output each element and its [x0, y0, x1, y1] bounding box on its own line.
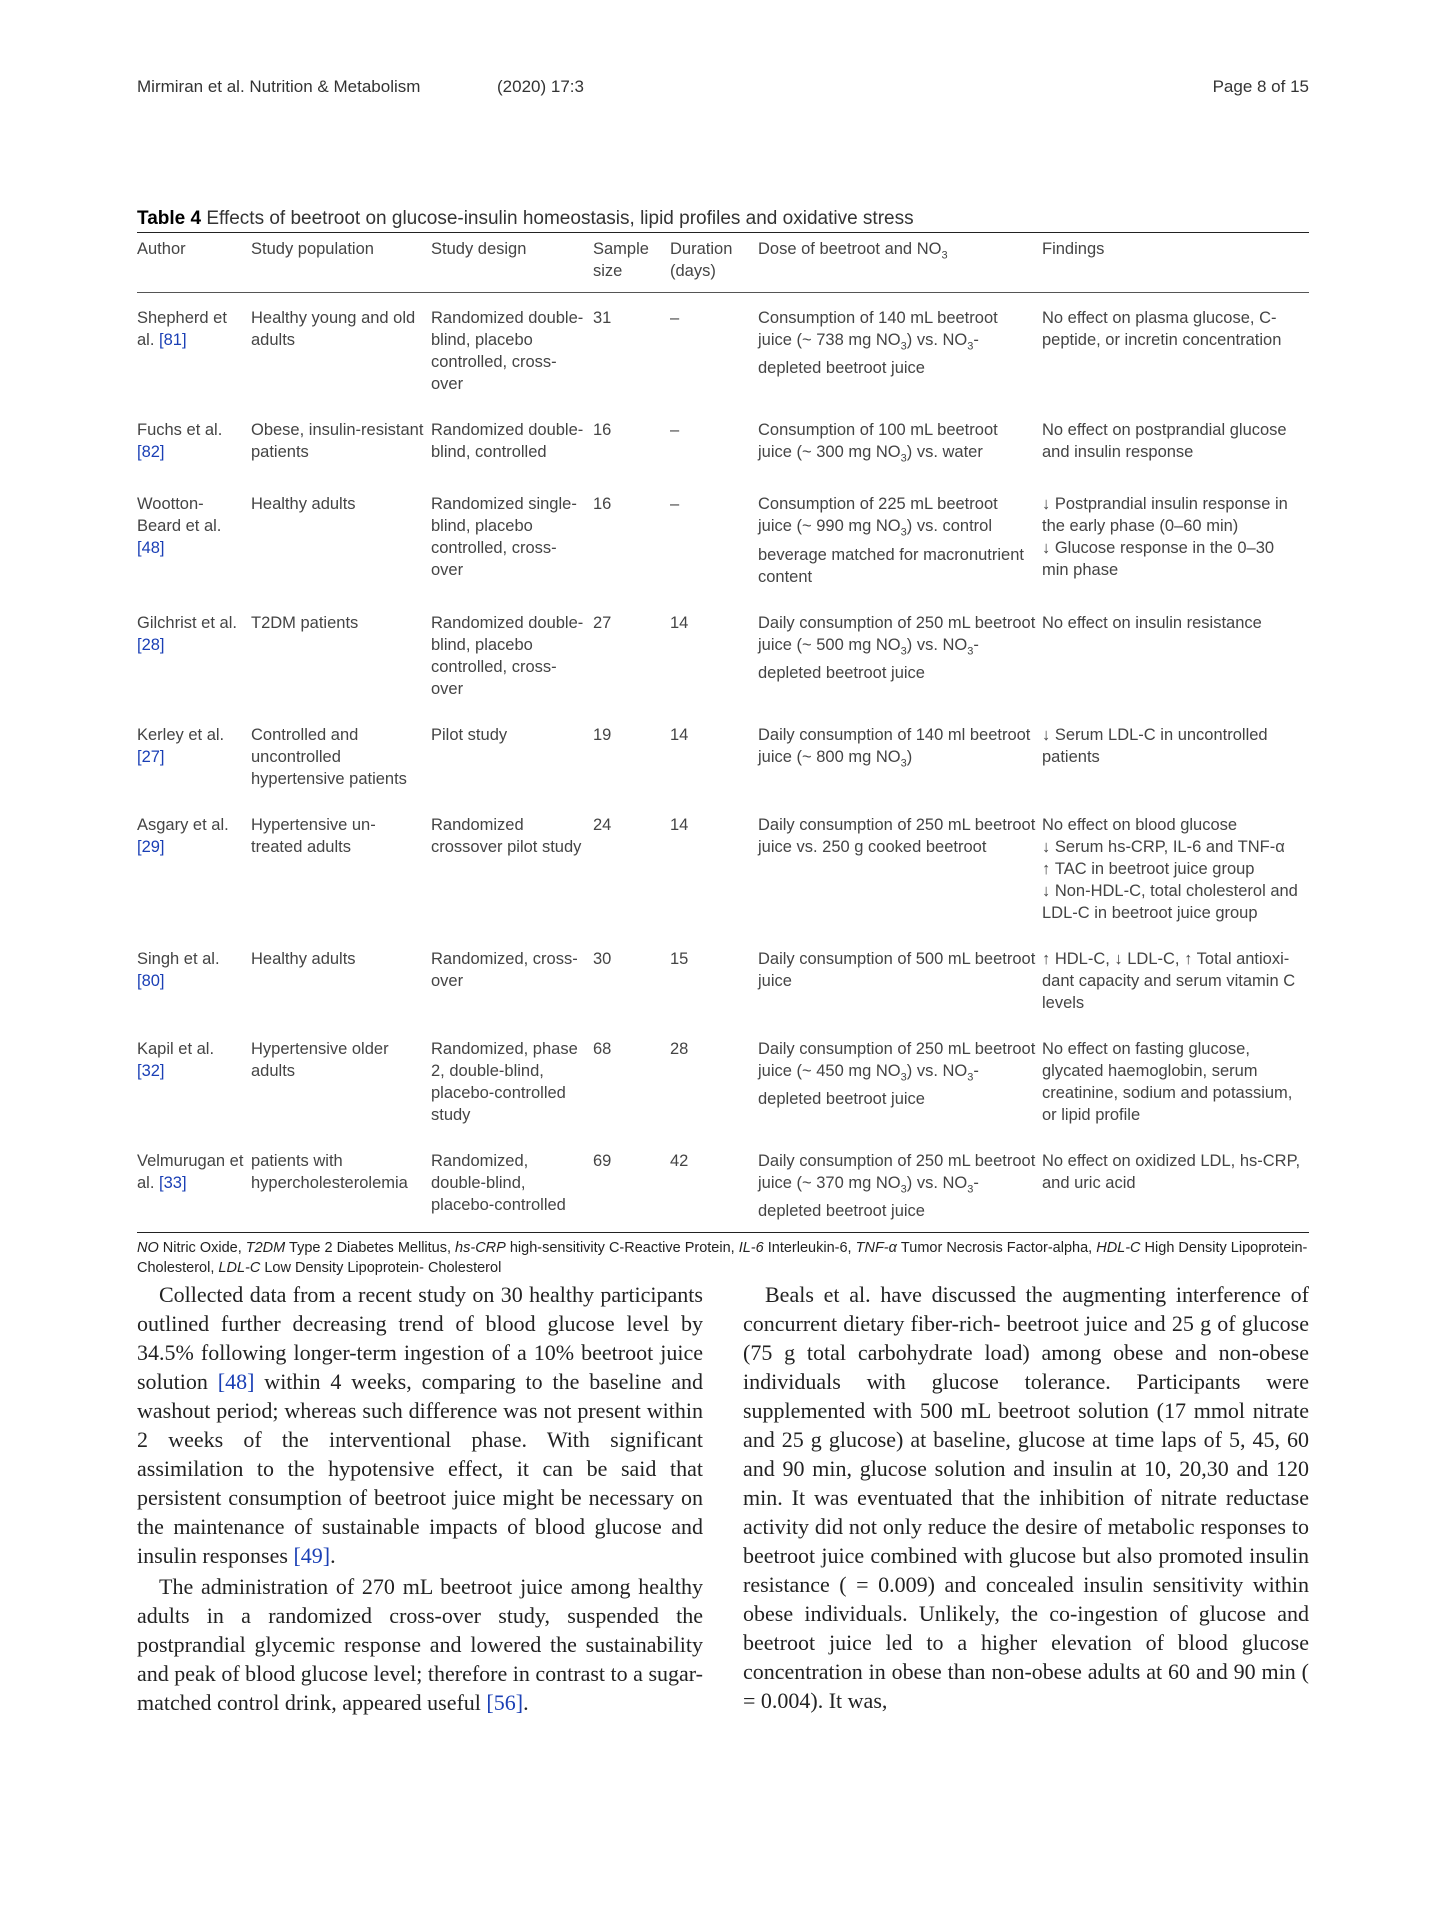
- cell-findings: No effect on oxidized LDL, hs-CRP, and uric acid: [1042, 1151, 1301, 1192]
- table-row: [137, 800, 1309, 934]
- cell-author: Wootton-Beard et al. [48]: [137, 495, 222, 558]
- cell-design: Pilot study: [431, 725, 508, 744]
- cell-author: Singh et al. [80]: [137, 949, 220, 990]
- cell-population: Healthy adults: [251, 495, 356, 514]
- body-paragraph: The administration of 270 mL beetroot juice among healthy adults in a randomized cross-over study, suspended the postprandial glycemic response and lowered the sustainability and peak of blood glucose level; therefore in contrast to a sugar-matched control drink, appeared useful [56].: [137, 1574, 703, 1715]
- table-row: [137, 934, 1309, 1024]
- footnote-abbreviation: IL-6: [738, 1239, 764, 1256]
- volume-citation: (2020) 17:3: [497, 77, 584, 96]
- reference-link[interactable]: [27]: [137, 747, 165, 766]
- column-header: Study design: [431, 240, 527, 258]
- cell-findings: No effect on blood glucose ↓ Serum hs-CRP, IL-6 and TNF-α ↑ TAC in beetroot juice group ↓ Non-HDL-C, total cholesterol and LDL-C in beetroot juice group: [1042, 815, 1298, 922]
- cell-population: Obese, insulin-resistant patients: [251, 421, 424, 461]
- cell-dose: Consumption of 140 mL beetroot juice (~ 738 mg $NO_3$) vs. $NO_3$-depleted beetroot juice: [758, 309, 998, 378]
- cell-dose: Consumption of 225 mL beetroot juice (~ 990 mg $NO_3$) vs. control beverage matched for macronutrient content: [758, 495, 1024, 586]
- cell-author: Velmurugan et al. [33]: [137, 1151, 244, 1192]
- cell-findings: No effect on postprandial glucose and insulin response: [1042, 421, 1287, 461]
- cell-sample-size: 16: [593, 421, 612, 439]
- reference-link[interactable]: [56]: [486, 1690, 524, 1715]
- cell-dose: Daily consumption of 250 mL beetroot juice vs. 250 g cooked beetroot: [758, 815, 1036, 856]
- cell-population: Controlled and uncontrolled hypertensive patients: [251, 725, 407, 788]
- footnote-abbreviation: hs-CRP: [455, 1239, 506, 1256]
- running-head: [137, 77, 1309, 107]
- reference-link[interactable]: [80]: [137, 971, 165, 990]
- cell-dose: Daily consumption of 140 ml beetroot juice (~ 800 mg $NO_3$): [758, 725, 1031, 769]
- cell-author: Fuchs et al. [82]: [137, 421, 223, 461]
- cell-sample-size: 69: [593, 1151, 612, 1170]
- footnote-abbreviation: NO: [137, 1239, 159, 1256]
- cell-sample-size: 30: [593, 949, 612, 968]
- reference-link[interactable]: [29]: [137, 837, 165, 856]
- reference-link[interactable]: [48]: [217, 1369, 255, 1394]
- cell-population: T2DM patients: [251, 613, 359, 632]
- cell-findings: ↓ Postprandial insulin response in the early phase (0–60 min) ↓ Glucose response in the 0–30 min phase: [1042, 495, 1288, 580]
- table-caption: [137, 208, 1309, 230]
- cell-duration: 15: [670, 949, 689, 968]
- cell-author: Shepherd et al. [81]: [137, 309, 227, 349]
- table-label: Table 4: [137, 208, 202, 229]
- reference-link[interactable]: [32]: [137, 1061, 165, 1080]
- cell-sample-size: 68: [593, 1039, 612, 1058]
- body-column-right: [743, 1280, 1309, 1717]
- table-block: [137, 208, 1309, 1278]
- table-header-row: [137, 233, 1309, 293]
- cell-dose: Daily consumption of 250 mL beetroot juice (~ 500 mg $NO_3$) vs. $NO_3$-depleted beetroot juice: [758, 613, 1036, 682]
- reference-link[interactable]: [28]: [137, 635, 165, 654]
- cell-duration: –: [670, 495, 680, 514]
- cell-duration: 14: [670, 613, 689, 632]
- journal-citation: Mirmiran et al. Nutrition & Metabolism: [137, 77, 421, 96]
- table-row: [137, 293, 1309, 406]
- cell-duration: –: [670, 309, 680, 327]
- cell-sample-size: 19: [593, 725, 612, 744]
- body-paragraph: Beals et al. have discussed the augmenting interference of concurrent dietary fiber-rich- beetroot juice and 25 g of glucose (75 g total carbohydrate load) among obese and non-obese individuals with glucose tolerance. Participants were supplemented with 500 mL beetroot solution (17 mmol nitrate and 25 g glucose) at baseline, glucose at time laps of 5, 45, 60 and 90 min, glucose solution and insulin at 10, 20,30 and 120 min. It was eventuated that the inhibition of nitrate reductase activity did not only reduce the desire of metabolic responses to beetroot juice combined with glucose but also promoted insulin resistance ( = 0.009) and concealed insulin sensitivity within obese individuals. Unlikely, the co-ingestion of glucose and beetroot juice led to a higher elevation of blood glucose concentration in obese than non-obese adults at 60 and 90 min ( = 0.004). It was,: [743, 1282, 1309, 1713]
- column-header: Duration (days): [670, 240, 733, 280]
- cell-design: Randomized double- blind, controlled: [431, 421, 584, 461]
- cell-findings: ↓ Serum LDL-C in uncontrolled patients: [1042, 725, 1268, 766]
- table-row: [137, 1024, 1309, 1136]
- cell-sample-size: 16: [593, 495, 612, 514]
- table-body: [137, 293, 1309, 1233]
- cell-design: Randomized single- blind, placebo controlled, cross-over: [431, 495, 577, 580]
- body-paragraph: Collected data from a recent study on 30 healthy participants outlined further decreasing trend of blood glucose level by 34.5% following longer-term ingestion of a 10% beetroot juice solution [48] within 4 weeks, comparing to the baseline and washout period; whereas such difference was not present within 2 weeks of the interventional phase. With significant assimilation to the hypotensive effect, it can be said that persistent consumption of beetroot juice might be necessary on the maintenance of sustainable impacts of blood glucose and insulin responses [49].: [137, 1282, 703, 1568]
- cell-sample-size: 27: [593, 613, 612, 632]
- results-table: [137, 232, 1309, 1233]
- cell-design: Randomized double- blind, placebo controlled, cross-over: [431, 613, 584, 698]
- cell-dose: Consumption of 100 mL beetroot juice (~ 300 mg $NO_3$) vs. water: [758, 421, 998, 465]
- cell-findings: No effect on insulin resistance: [1042, 613, 1262, 632]
- table-row: [137, 1136, 1309, 1233]
- body-column-left: [137, 1280, 703, 1719]
- column-header: Findings: [1042, 240, 1105, 258]
- table-row: [137, 405, 1309, 479]
- cell-design: Randomized, double-blind, placebo-controlled: [431, 1151, 566, 1214]
- cell-author: Asgary et al. [29]: [137, 815, 229, 856]
- table-row: [137, 598, 1309, 710]
- table-row: [137, 479, 1309, 597]
- cell-author: Gilchrist et al. [28]: [137, 613, 237, 654]
- reference-link[interactable]: [49]: [293, 1543, 331, 1568]
- cell-findings: No effect on plasma glucose, C-peptide, or incretin concentration: [1042, 309, 1282, 349]
- cell-sample-size: 31: [593, 309, 612, 327]
- cell-author: Kapil et al. [32]: [137, 1039, 215, 1080]
- cell-duration: 14: [670, 815, 689, 834]
- column-header: Dose of beetroot and $NO_3$: [758, 240, 948, 262]
- footnote-abbreviation: HDL-C: [1096, 1239, 1141, 1256]
- cell-sample-size: 24: [593, 815, 612, 834]
- column-header: Study population: [251, 240, 374, 258]
- page-number: Page 8 of 15: [1212, 77, 1309, 96]
- cell-dose: Daily consumption of 250 mL beetroot juice (~ 450 mg $NO_3$) vs. $NO_3$-depleted beetroot juice: [758, 1039, 1036, 1108]
- column-header: Author: [137, 240, 186, 258]
- table-footnote: NO Nitric Oxide, T2DM Type 2 Diabetes Mellitus, hs-CRP high-sensitivity C-Reactive Protein, IL-6 Interleukin-6, TNF-α Tumor Necrosis Factor-alpha, HDL-C High Density Lipoprotein-Cholesterol, LDL-C Low Density Lipoprotein- Cholesterol: [137, 1239, 1308, 1276]
- cell-duration: 42: [670, 1151, 689, 1170]
- cell-duration: 14: [670, 725, 689, 744]
- reference-link[interactable]: [82]: [137, 443, 165, 461]
- cell-dose: Daily consumption of 250 mL beetroot juice (~ 370 mg $NO_3$) vs. $NO_3$-depleted beetroot juice: [758, 1151, 1036, 1220]
- footnote-abbreviation: TNF-α: [855, 1239, 897, 1256]
- cell-design: Randomized crossover pilot study: [431, 815, 582, 856]
- cell-population: Healthy adults: [251, 949, 356, 968]
- table-row: [137, 710, 1309, 800]
- cell-design: Randomized, cross- over: [431, 949, 578, 990]
- cell-findings: No effect on fasting glucose, glycated haemoglobin, serum creatinine, sodium and potassium, or lipid profile: [1042, 1039, 1293, 1124]
- reference-link[interactable]: [48]: [137, 539, 165, 558]
- cell-design: Randomized double- blind, placebo controlled, cross-over: [431, 309, 584, 393]
- table-caption-text: Effects of beetroot on glucose-insulin homeostasis, lipid profiles and oxidative stress: [206, 208, 914, 229]
- cell-population: Healthy young and old adults: [251, 309, 416, 349]
- cell-design: Randomized, phase 2, double-blind, placebo-controlled study: [431, 1039, 578, 1124]
- footnote-abbreviation: T2DM: [245, 1239, 286, 1256]
- cell-population: Hypertensive older adults: [251, 1039, 389, 1080]
- cell-findings: ↑ HDL-C, ↓ LDL-C, ↑ Total antioxi-dant capacity and serum vitamin C levels: [1042, 949, 1296, 1012]
- cell-population: Hypertensive un-treated adults: [251, 815, 376, 856]
- cell-population: patients with hypercholesterolemia: [251, 1151, 408, 1192]
- cell-duration: –: [670, 421, 680, 439]
- reference-link[interactable]: [33]: [159, 1173, 187, 1192]
- cell-dose: Daily consumption of 500 mL beetroot juice: [758, 949, 1036, 990]
- reference-link[interactable]: [81]: [159, 331, 187, 349]
- column-header: Sample size: [593, 240, 649, 280]
- cell-author: Kerley et al. [27]: [137, 725, 225, 766]
- cell-duration: 28: [670, 1039, 689, 1058]
- footnote-abbreviation: LDL-C: [218, 1259, 261, 1276]
